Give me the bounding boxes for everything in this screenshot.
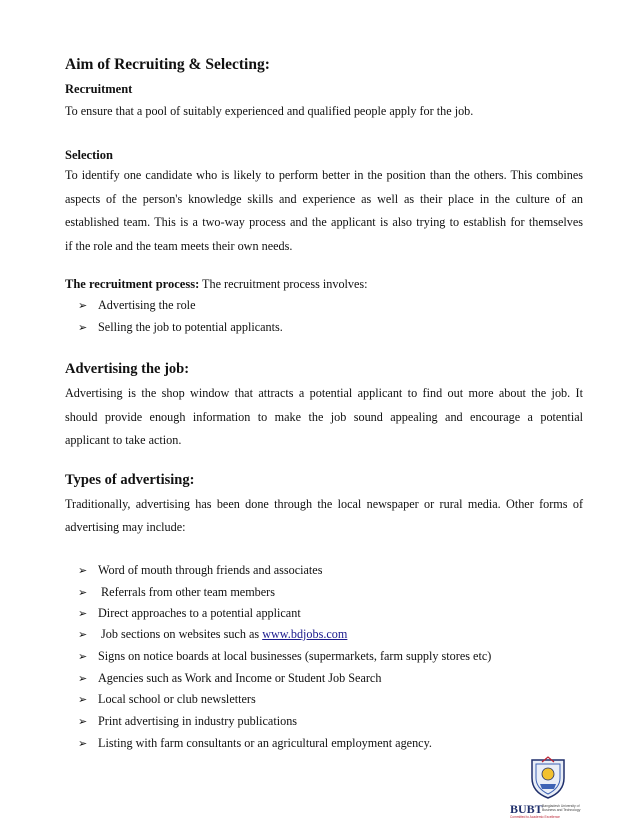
heading-types: Types of advertising:: [65, 472, 195, 488]
list-item: ➢ Signs on notice boards at local businesses (supermarkets, farm supply stores etc): [78, 649, 492, 663]
bullet-arrow-icon: ➢: [78, 608, 88, 620]
bullet-arrow-icon: ➢: [78, 716, 88, 728]
list-item: ➢ Local school or club newsletters: [78, 692, 256, 706]
list-item: ➢ Selling the job to potential applicants.: [78, 320, 283, 334]
list-item: ➢ Job sections on websites such as www.bdjobs.com: [78, 627, 348, 641]
bubt-subtitle: Committed to Academic Excellence: [510, 815, 560, 819]
process-label: The recruitment process:: [65, 277, 200, 291]
bdjobs-link[interactable]: www.bdjobs.com: [262, 627, 348, 641]
bullet-arrow-icon: ➢: [78, 322, 88, 334]
recruitment-label: Recruitment: [65, 82, 133, 96]
advertising-line: applicant to take action.: [65, 433, 182, 447]
advertising-line: should provide enough information to make the job sound appealing and encourage a potential: [65, 410, 583, 424]
process-text: The recruitment process involves:: [199, 277, 368, 291]
bubt-logo: [510, 756, 590, 818]
bullet-arrow-icon: ➢: [78, 694, 88, 706]
bullet-arrow-icon: ➢: [78, 629, 88, 641]
selection-line: To identify one candidate who is likely to perform better in the position than the others. This combines: [65, 168, 583, 182]
selection-line: aspects of the person's knowledge skills and experience as well as their place in the culture of an: [65, 192, 583, 206]
advertising-line: Advertising is the shop window that attracts a potential applicant to find out more about the job. It: [65, 386, 583, 400]
bubt-tagline: Bangladesh University of Business and Technology: [542, 804, 581, 812]
types-line: advertising may include:: [65, 520, 186, 534]
bubt-wordmark: BUBT: [510, 802, 543, 816]
list-item: ➢ Listing with farm consultants or an agricultural employment agency.: [78, 736, 432, 750]
list-item: ➢ Direct approaches to a potential applicant: [78, 606, 301, 620]
recruitment-text: To ensure that a pool of suitably experienced and qualified people apply for the job.: [65, 104, 474, 118]
list-item: ➢ Print advertising in industry publications: [78, 714, 298, 728]
list-item: ➢ Advertising the role: [78, 298, 196, 312]
types-line: Traditionally, advertising has been done through the local newspaper or rural media. Other forms of: [65, 497, 583, 511]
heading-aim: Aim of Recruiting & Selecting:: [65, 56, 270, 73]
bullet-arrow-icon: ➢: [78, 673, 88, 685]
selection-line: if the role and the team meets their own needs.: [65, 239, 293, 253]
bullet-arrow-icon: ➢: [78, 738, 88, 750]
selection-label: Selection: [65, 148, 113, 162]
list-item: ➢ Agencies such as Work and Income or Student Job Search: [78, 671, 382, 685]
bullet-arrow-icon: ➢: [78, 565, 88, 577]
list-item: ➢ Referrals from other team members: [78, 585, 275, 599]
process-paragraph: [65, 277, 368, 292]
university-crest-icon: [528, 756, 568, 800]
bullet-arrow-icon: ➢: [78, 651, 88, 663]
bullet-arrow-icon: ➢: [78, 300, 88, 312]
bullet-arrow-icon: ➢: [78, 587, 88, 599]
heading-advertising: Advertising the job:: [65, 361, 190, 377]
list-item: ➢ Word of mouth through friends and associates: [78, 563, 323, 577]
selection-line: established team. This is a two-way process and the applicant is also trying to establish for themselves: [65, 215, 583, 229]
